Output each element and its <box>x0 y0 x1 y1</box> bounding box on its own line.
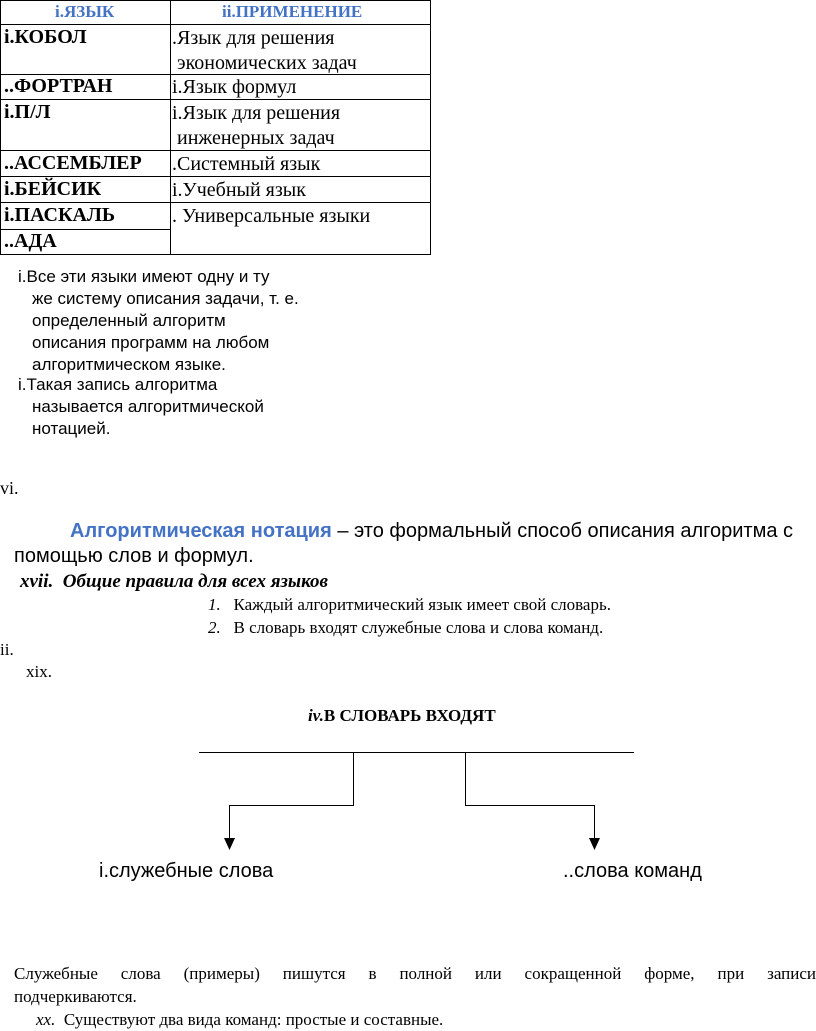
diagram-arrow-shaft <box>594 805 595 841</box>
list-marker: xix. <box>26 662 52 681</box>
definition-paragraph <box>70 520 793 543</box>
definition-term: Алгоритмическая нотация <box>70 520 332 542</box>
table-cell-application: i.Учебный язык <box>172 179 306 201</box>
rule-number: 2. <box>208 618 221 637</box>
table-border-bottom <box>0 254 431 255</box>
note-line: алгоритмическом языке. <box>32 355 226 374</box>
footer-item-marker: xx. <box>36 1010 56 1029</box>
table-cell-language: i.КОБОЛ <box>4 26 87 48</box>
diagram-stem <box>353 752 354 806</box>
note-line: i.Все эти языки имеют одну и ту <box>18 267 270 286</box>
rules-heading <box>20 571 328 593</box>
note-line: описания программ на любом <box>32 333 270 352</box>
diagram-title-text: В СЛОВАРЬ ВХОДЯТ <box>323 706 496 725</box>
diagram-title <box>308 706 496 726</box>
diagram-branch <box>229 805 354 806</box>
table-cell-language: ..ФОРТРАН <box>4 75 113 97</box>
table-header-application: ii.ПРИМЕНЕНИЕ <box>222 2 363 21</box>
table-cell-language: i.П/Л <box>4 101 51 123</box>
table-column-divider <box>170 0 171 255</box>
table-border-left <box>0 0 1 255</box>
table-cell-application: .Системный язык <box>172 153 321 175</box>
diagram-right-label: ..слова команд <box>563 860 702 882</box>
rules-marker: xvii. <box>20 571 54 592</box>
diagram-title-marker: iv. <box>308 706 324 725</box>
table-header-divider <box>0 24 431 25</box>
arrow-down-icon <box>589 838 600 850</box>
table-cell-language: i.БЕЙСИК <box>4 178 102 200</box>
footer-line: Служебные слова (примеры) пишутся в полной или сокращенной форме, при записи <box>14 964 816 983</box>
rule-number: 1. <box>208 595 221 614</box>
list-marker: ii. <box>0 640 14 659</box>
table-border-top <box>0 0 431 1</box>
rule-item <box>208 595 611 615</box>
table-cell-language: i.ПАСКАЛЬ <box>4 204 116 226</box>
note-line: i.Такая запись алгоритма <box>18 375 218 394</box>
table-header-language: i.ЯЗЫК <box>55 2 115 21</box>
table-border-right <box>430 0 431 255</box>
rule-text: В словарь входят служебные слова и слова команд. <box>233 618 604 637</box>
note-line: же систему описания задачи, т. е. <box>32 289 299 308</box>
table-cell-application: . Универсальные языки <box>172 205 371 227</box>
diagram-top-line <box>199 752 634 753</box>
definition-line2: помощью слов и формул. <box>14 545 254 567</box>
table-cell-application: .Язык для решения экономических задач <box>172 27 357 74</box>
note-line: нотацией. <box>32 419 111 438</box>
rule-text: Каждый алгоритмический язык имеет свой словарь. <box>233 595 611 614</box>
note-same-system <box>18 266 299 376</box>
note-notation <box>18 374 264 440</box>
footer-item-text: Существуют два вида команд: простые и составные. <box>63 1010 444 1029</box>
list-marker: vi. <box>0 478 19 498</box>
rules-title: Общие правила для всех языков <box>62 571 328 592</box>
table-cell-application: i.Язык формул <box>172 76 297 98</box>
table-cell-language: ..АССЕМБЛЕР <box>4 152 142 174</box>
definition-text: – это формальный способ описания алгоритма с <box>331 520 794 542</box>
table-cell-application: i.Язык для решения инженерных задач <box>172 102 341 149</box>
arrow-down-icon <box>224 838 235 850</box>
note-line: называется алгоритмической <box>32 397 264 416</box>
footer-line: подчеркиваются. <box>14 987 137 1006</box>
diagram-branch <box>465 805 594 806</box>
table-cell-language: ..АДА <box>4 230 57 252</box>
footer-item <box>36 1010 443 1030</box>
diagram-left-label: i.служебные слова <box>99 860 274 882</box>
diagram-arrow-shaft <box>229 805 230 841</box>
rule-item <box>208 618 603 638</box>
footer-paragraph <box>14 964 816 984</box>
note-line: определенный алгоритм <box>32 311 226 330</box>
languages-table <box>0 0 431 255</box>
diagram-stem <box>465 752 466 806</box>
